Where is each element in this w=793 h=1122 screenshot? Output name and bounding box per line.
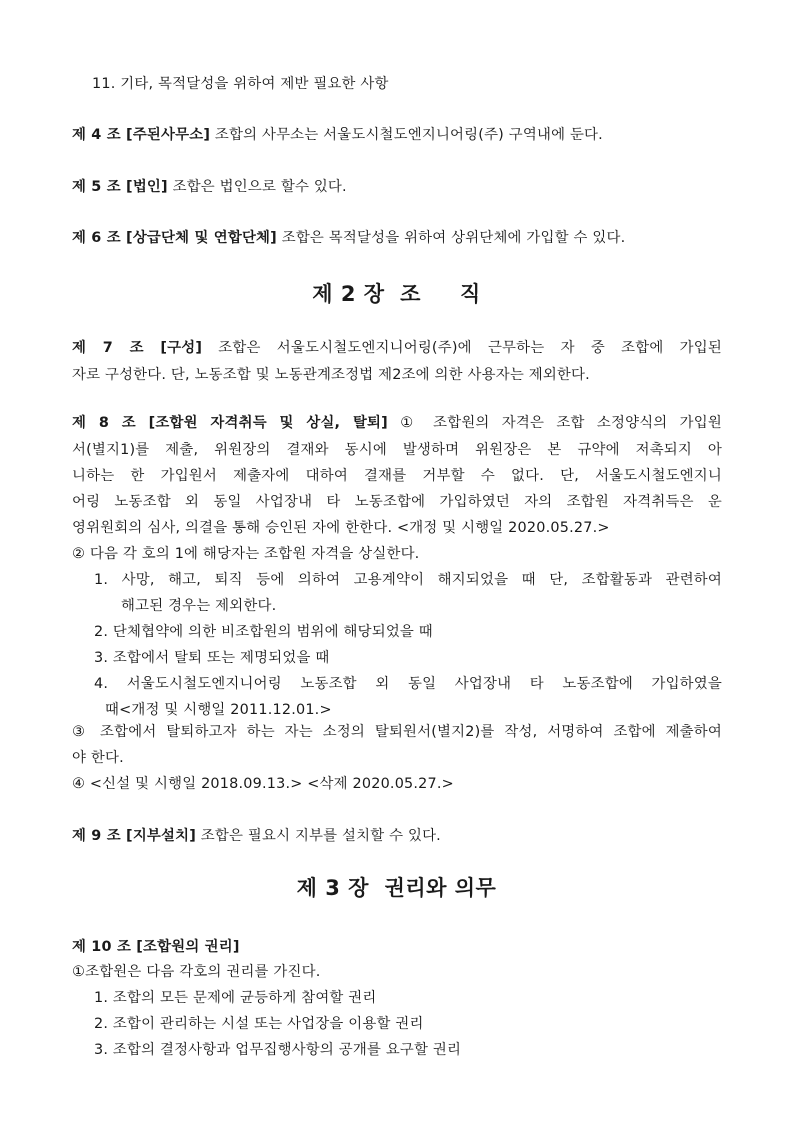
article-heading: 제 8 조 [조합원 자격취득 및 상실, 탈퇴] <box>72 415 388 431</box>
paragraph-line: ④ <신설 및 시행일 2018.09.13.> <삭제 2020.05.27.> <box>72 776 454 792</box>
paragraph-line: 자로 구성한다. 단, 노동조합 및 노동관계조정법 제2조에 의한 사용자는 제외한다. <box>72 367 590 383</box>
paragraph-line: ② 다음 각 호의 1에 해당자는 조합원 자격을 상실한다. <box>72 546 420 562</box>
paragraph-line: 니하는 한 가입원서 제출자에 대하여 결재를 거부할 수 없다. 단, 서울도시철도엔지니 <box>72 468 722 484</box>
list-item-continuation: 때<개정 및 시행일 2011.12.01.> <box>105 702 332 718</box>
article-5 <box>72 177 347 197</box>
list-item: 2. 조합이 관리하는 시설 또는 사업장을 이용할 권리 <box>94 1016 424 1032</box>
paragraph-line: 어링 노동조합 외 동일 사업장내 타 노동조합에 가입하였던 자의 조합원 자격취득은 운 <box>72 494 722 510</box>
article-8 <box>72 413 722 433</box>
article-text: 조합의 사무소는 서울도시철도엔지니어링(주) 구역내에 둔다. <box>210 127 603 143</box>
paragraph-line: ①조합원은 다음 각호의 권리를 가진다. <box>72 964 321 980</box>
article-7 <box>72 338 722 358</box>
list-item: 1. 사망, 해고, 퇴직 등에 의하여 고용계약이 해지되었을 때 단, 조합활동과 관련하여 <box>94 572 722 588</box>
chapter-heading: 제 2 장 조 직 <box>312 282 481 306</box>
article-9 <box>72 826 441 846</box>
list-item: 4. 서울도시철도엔지니어링 노동조합 외 동일 사업장내 타 노동조합에 가입하였을 <box>94 676 722 692</box>
list-item: 11. 기타, 목적달성을 위하여 제반 필요한 사항 <box>92 76 389 92</box>
paragraph-line: 영위원회의 심사, 의결을 통해 승인된 자에 한한다. <개정 및 시행일 2020.05.27.> <box>72 520 610 536</box>
article-text: 조합은 법인으로 할수 있다. <box>167 179 347 195</box>
paragraph-line: ③ 조합에서 탈퇴하고자 하는 자는 소정의 탈퇴원서(별지2)를 작성, 서명하여 조합에 제출하여 <box>72 724 722 740</box>
article-heading: 제 4 조 [주된사무소] <box>72 127 211 143</box>
article-text: ① 조합원의 자격은 조합 소정양식의 가입원 <box>387 415 722 431</box>
article-heading: 제 6 조 [상급단체 및 연합단체] <box>72 230 277 246</box>
article-6 <box>72 228 625 248</box>
article-heading: 제 10 조 [조합원의 권리] <box>72 939 240 955</box>
list-item: 3. 조합의 결정사항과 업무집행사항의 공개를 요구할 권리 <box>94 1042 462 1058</box>
article-text: 조합은 필요시 지부를 설치할 수 있다. <box>196 828 441 844</box>
paragraph-line: 서(별지1)를 제출, 위원장의 결재와 동시에 발생하며 위원장은 본 규약에 저촉되지 아 <box>72 442 722 458</box>
article-text: 조합은 서울도시철도엔지니어링(주)에 근무하는 자 중 조합에 가입된 <box>202 340 722 356</box>
paragraph-line: 야 한다. <box>72 750 124 766</box>
chapter-heading: 제 3 장 권리와 의무 <box>296 876 497 900</box>
article-heading: 제 5 조 [법인] <box>72 179 168 195</box>
list-item: 3. 조합에서 탈퇴 또는 제명되었을 때 <box>94 650 330 666</box>
article-heading: 제 7 조 [구성] <box>72 340 203 356</box>
list-item: 1. 조합의 모든 문제에 균등하게 참여할 권리 <box>94 990 377 1006</box>
list-item: 2. 단체협약에 의한 비조합원의 범위에 해당되었을 때 <box>94 624 433 640</box>
list-item-continuation: 해고된 경우는 제외한다. <box>121 598 277 614</box>
article-heading: 제 9 조 [지부설치] <box>72 828 197 844</box>
article-text: 조합은 목적달성을 위하여 상위단체에 가입할 수 있다. <box>276 230 626 246</box>
article-4 <box>72 125 603 145</box>
